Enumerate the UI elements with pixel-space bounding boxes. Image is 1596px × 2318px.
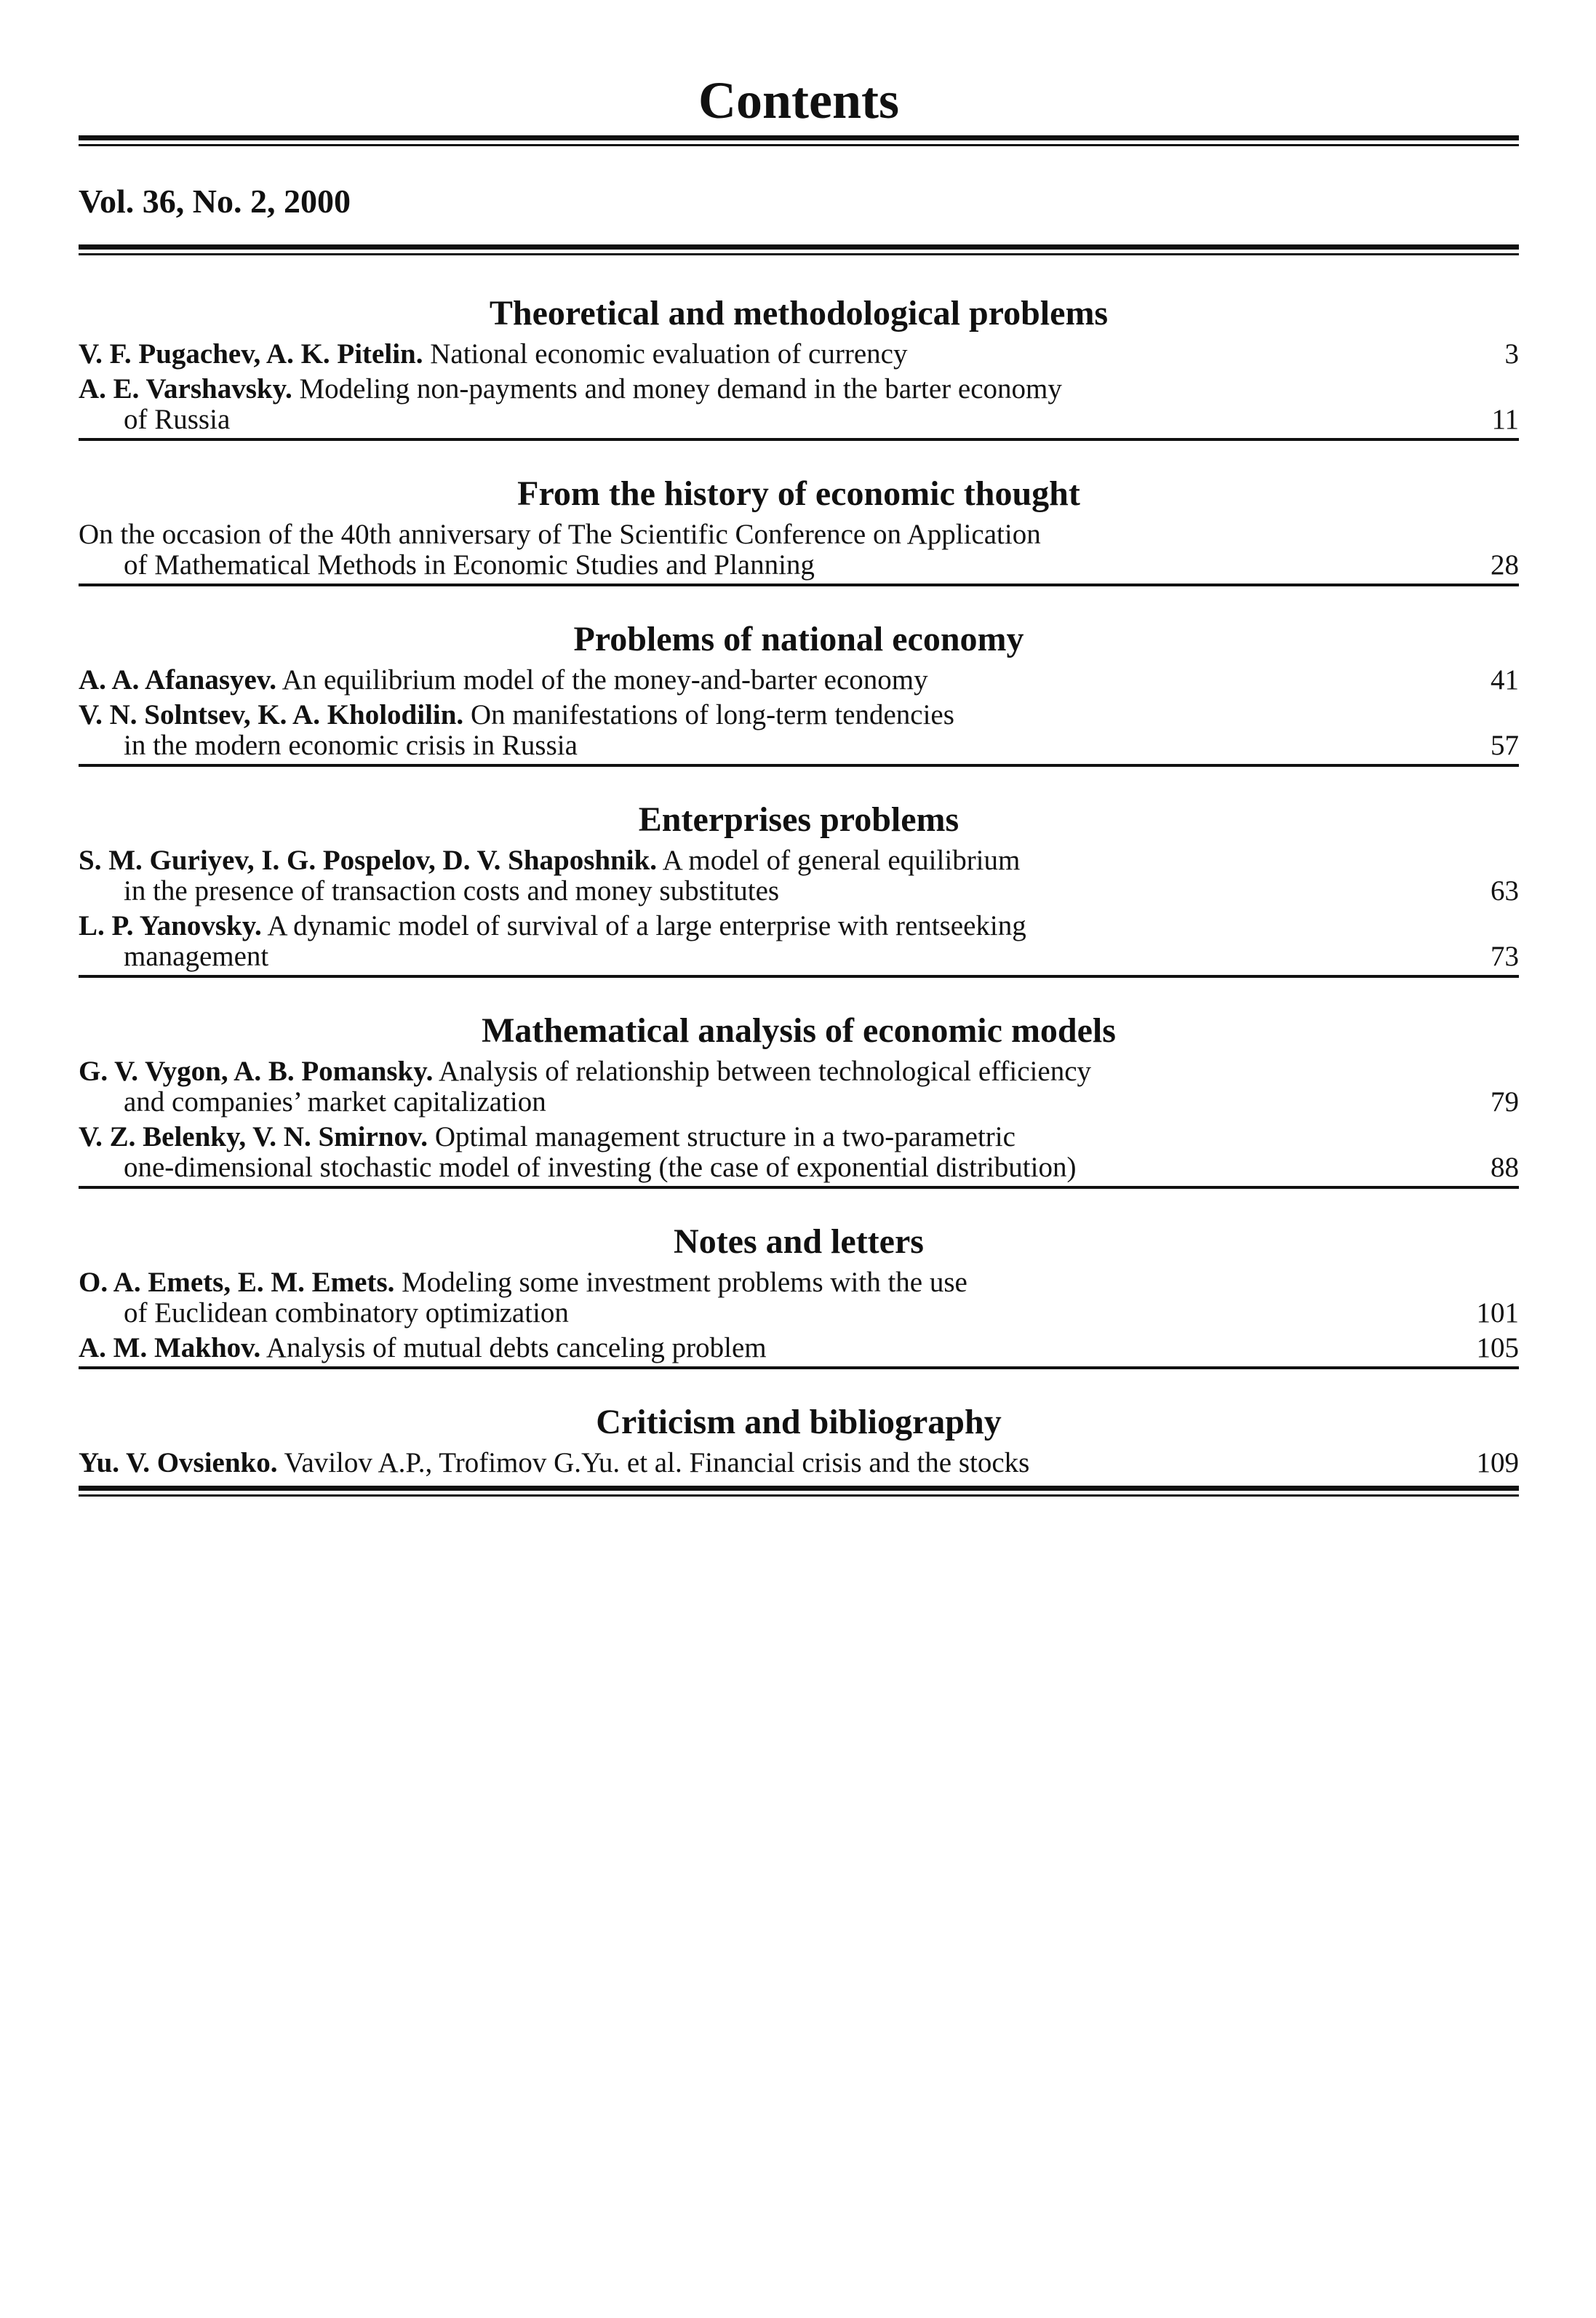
toc-entry[interactable] [79,519,1519,581]
page-number: 11 [1491,404,1519,435]
entry-text-line: National economic evaluation of currency [430,338,908,370]
top-double-rule [79,135,1519,151]
toc-section [79,767,1519,978]
entry-authors: V. N. Solntsev, K. A. Kholodilin. [79,699,464,730]
toc-entry[interactable] [79,1267,1519,1329]
entry-title [79,374,1417,435]
page-number: 109 [1476,1447,1519,1478]
section-title: Criticism and bibliography [596,1403,1002,1441]
toc-entry[interactable] [79,1122,1519,1183]
entry-text-line: An equilibrium model of the money-and-barter economy [282,664,928,696]
toc-entry[interactable] [79,1056,1519,1118]
entry-title [79,1448,1417,1478]
page-number: 41 [1491,664,1519,696]
entry-title [79,1056,1417,1118]
toc-entry[interactable] [79,845,1519,907]
toc-entry[interactable] [79,374,1519,435]
entry-text-line: On the occasion of the 40th anniversary of The Scientific Conference on Application [79,519,1041,550]
toc-section [79,1189,1519,1369]
page-title: Contents [698,71,899,130]
entry-authors: V. F. Pugachev, A. K. Pitelin. [79,338,423,370]
entry-text-line: Optimal management structure in a two-parametric [434,1121,1016,1152]
entry-authors: S. M. Guriyev, I. G. Pospelov, D. V. Shaposhnik. [79,845,658,876]
entry-text-continuation: in the modern economic crisis in Russia [124,730,578,761]
section-title: Theoretical and methodological problems [489,294,1109,332]
entry-title [79,339,1417,370]
entry-text-line: Analysis of relationship between technological efficiency [438,1056,1092,1087]
section-title: Problems of national economy [573,620,1024,658]
section-title: Enterprises problems [638,800,959,839]
entry-text-continuation: one-dimensional stochastic model of investing (the case of exponential distribution) [124,1152,1077,1183]
entry-title [79,700,1417,761]
toc-section [79,586,1519,767]
section-title: Mathematical analysis of economic models [482,1011,1116,1050]
entry-authors: A. M. Makhov. [79,1332,261,1363]
entry-title [79,845,1417,907]
entry-authors: G. V. Vygon, A. B. Pomansky. [79,1056,434,1087]
entry-text-continuation: in the presence of transaction costs and money substitutes [124,875,780,907]
volume-info: Vol. 36, No. 2, 2000 [79,183,351,220]
toc-entry[interactable] [79,339,1519,370]
page-number: 88 [1491,1152,1519,1183]
entry-authors: A. A. Afanasyev. [79,664,276,696]
entry-text-line: A model of general equilibrium [662,845,1021,876]
toc-section [79,441,1519,586]
entry-text-line: Modeling non-payments and money demand in the barter economy [299,373,1062,405]
entry-title [79,1333,1417,1363]
entry-text-continuation: management [124,941,269,972]
toc-entry[interactable] [79,700,1519,761]
entry-text-line: Vavilov A.P., Trofimov G.Yu. et al. Financial crisis and the stocks [284,1447,1030,1478]
section-title: Notes and letters [674,1222,924,1261]
page-number: 63 [1491,875,1519,907]
section-title: From the history of economic thought [517,474,1080,513]
volume-double-rule [79,244,1519,260]
entry-authors: L. P. Yanovsky. [79,910,262,941]
page-number: 57 [1491,730,1519,761]
toc-entry[interactable] [79,1448,1519,1478]
contents-page [79,65,1519,1502]
entry-title [79,665,1417,696]
entry-text-line: On manifestations of long-term tendencies [470,699,954,730]
entry-text-line: Modeling some investment problems with the use [402,1267,967,1298]
entry-title [79,911,1417,972]
entry-text-continuation: of Russia [124,404,231,435]
entry-authors: A. E. Varshavsky. [79,373,292,405]
entry-text-line: Analysis of mutual debts canceling problem [266,1332,767,1363]
entry-text-continuation: of Euclidean combinatory optimization [124,1297,569,1329]
entry-title [79,519,1417,581]
entry-title [79,1122,1417,1183]
entry-text-line: A dynamic model of survival of a large enterprise with rentseeking [267,910,1026,941]
page-number: 101 [1476,1297,1519,1329]
page-number: 3 [1504,338,1519,370]
toc-entry[interactable] [79,665,1519,696]
entry-text-continuation: and companies’ market capitalization [124,1086,546,1118]
page-number: 105 [1476,1332,1519,1363]
entry-authors: O. A. Emets, E. M. Emets. [79,1267,395,1298]
entry-text-continuation: of Mathematical Methods in Economic Studies and Planning [124,549,815,581]
page-number: 28 [1491,549,1519,581]
page-number: 79 [1491,1086,1519,1118]
page-number: 73 [1491,941,1519,972]
toc-entry[interactable] [79,1333,1519,1363]
toc-section [79,1369,1519,1481]
toc-entry[interactable] [79,911,1519,972]
bottom-double-rule [79,1486,1519,1502]
toc-section [79,978,1519,1189]
sections-container [79,260,1519,1481]
entry-authors: Yu. V. Ovsienko. [79,1447,278,1478]
entry-authors: V. Z. Belenky, V. N. Smirnov. [79,1121,428,1152]
toc-section [79,260,1519,441]
entry-title [79,1267,1417,1329]
